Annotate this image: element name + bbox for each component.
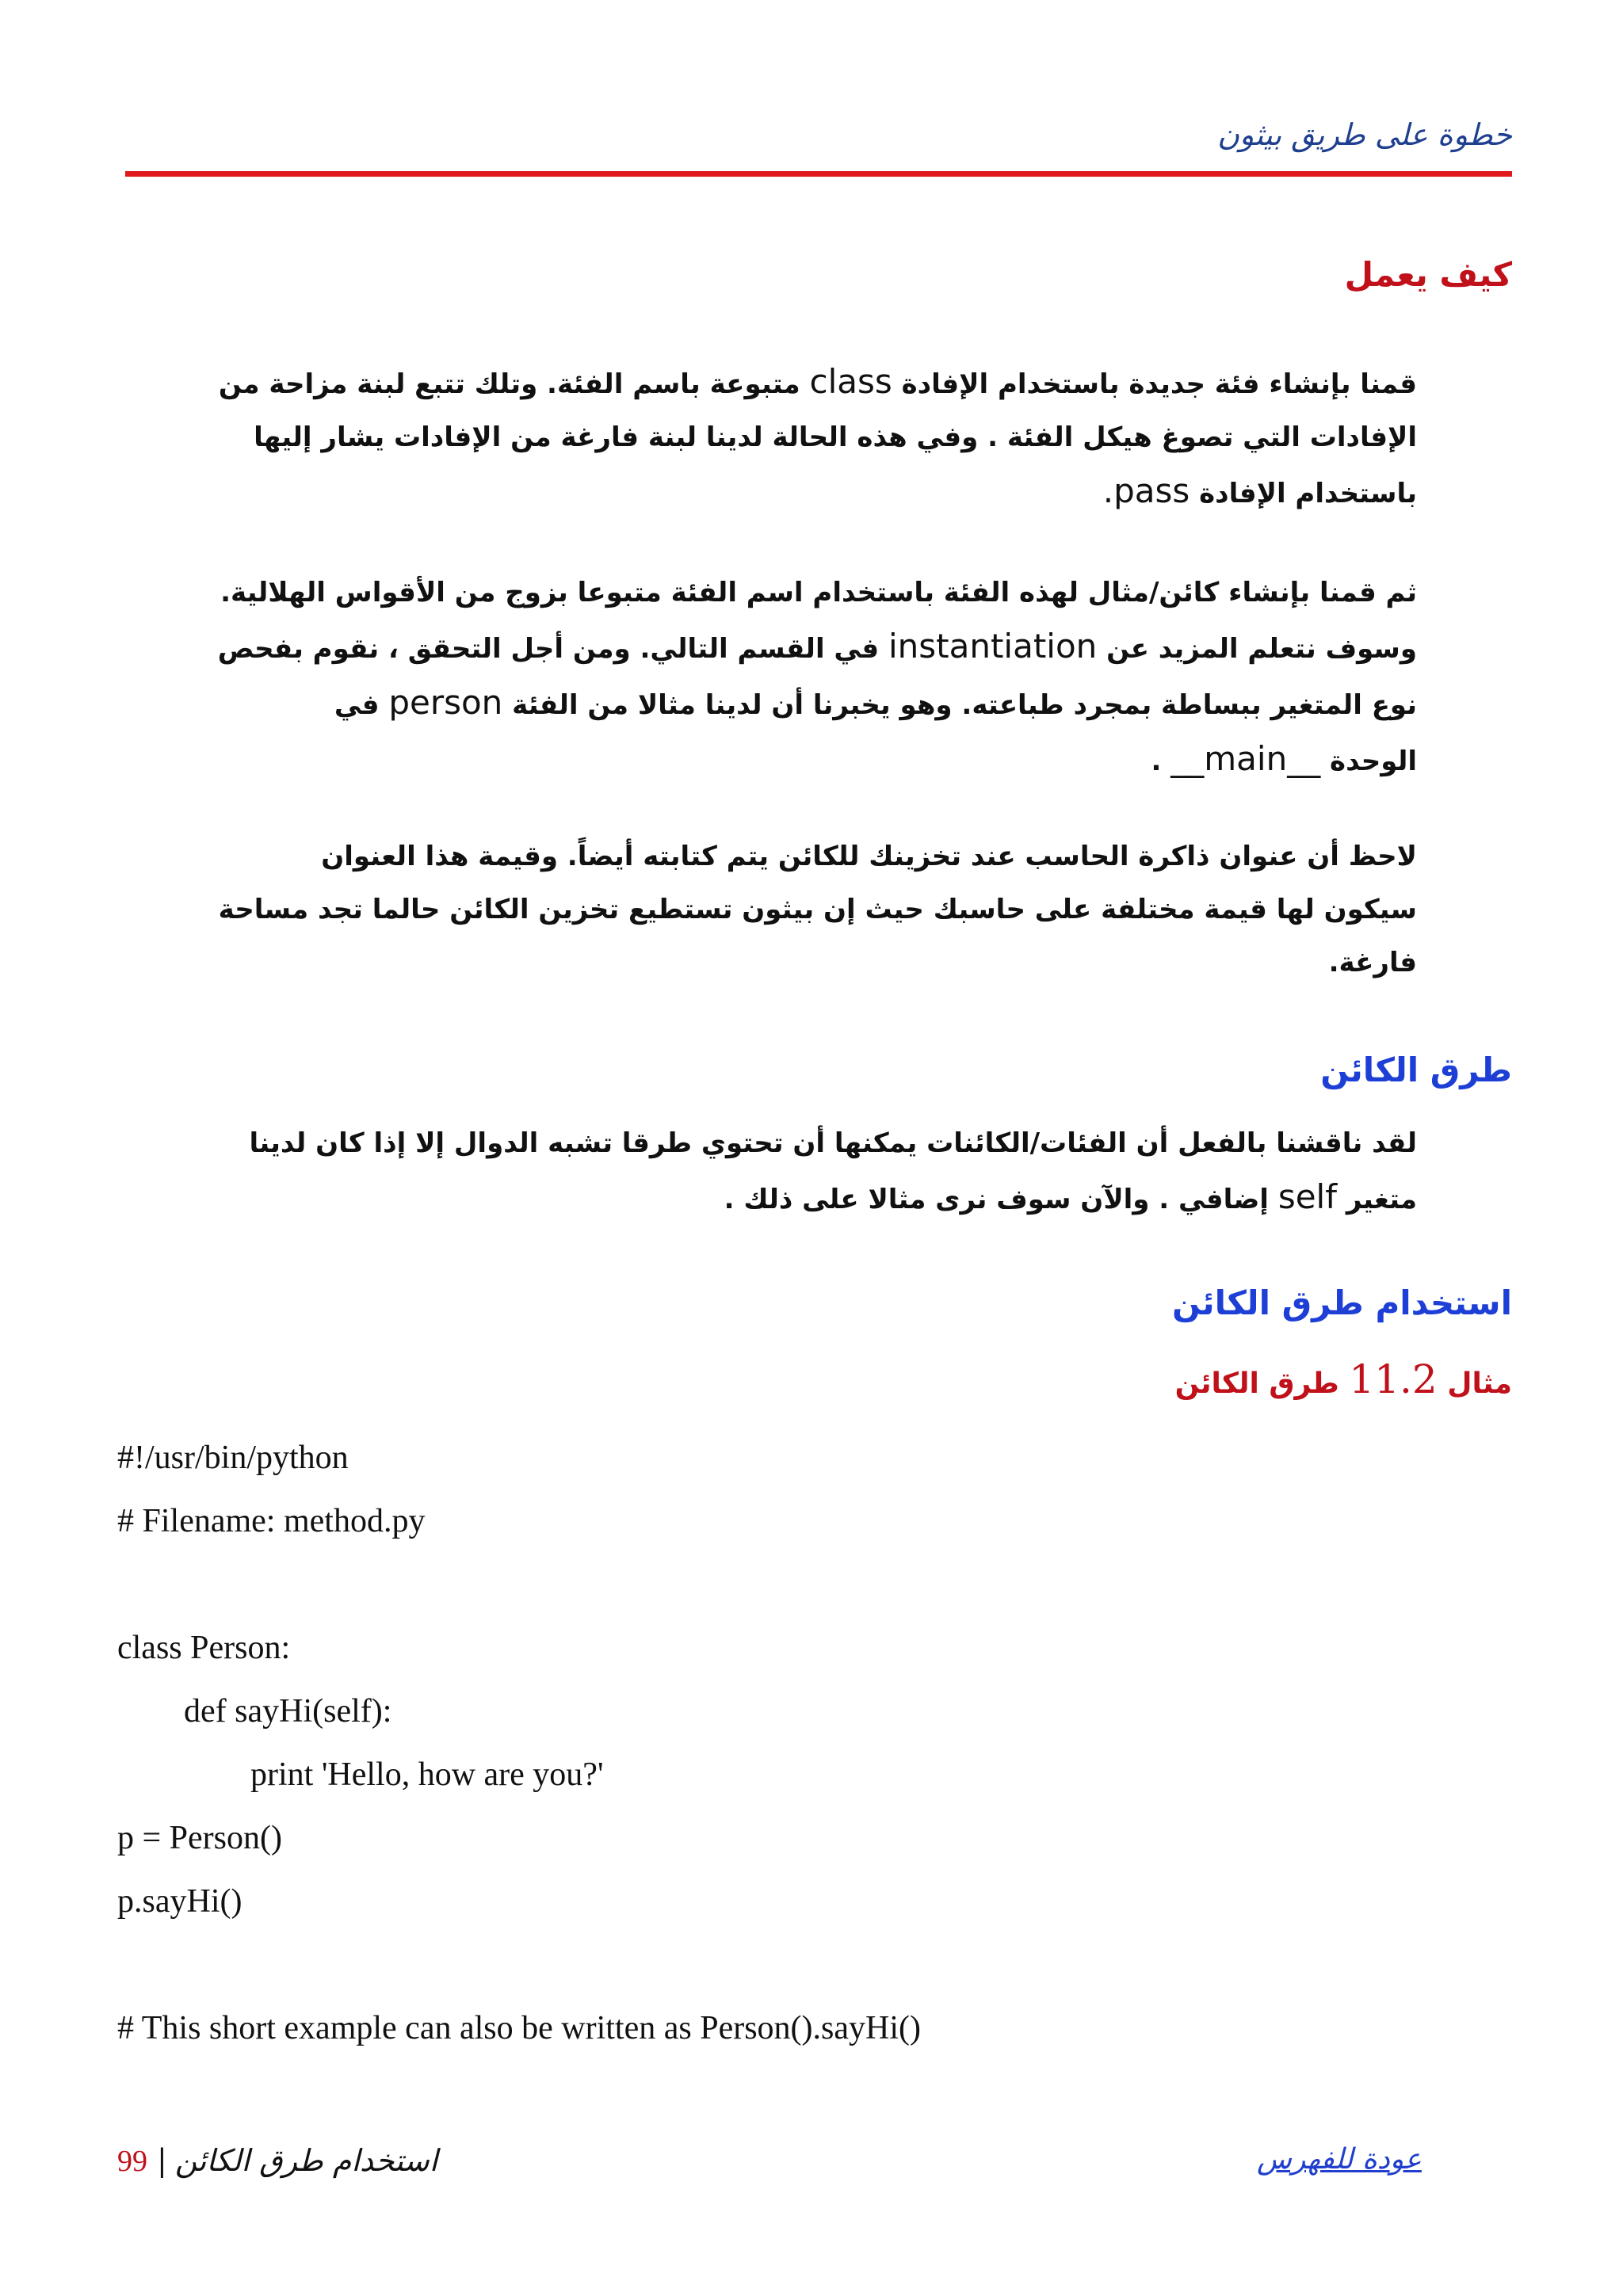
keyword-self: self xyxy=(1277,1177,1337,1216)
paragraph-line: سيكون لها قيمة مختلفة على حاسبك حيث إن بيثون تستطيع تخزين الكائن حالما تجد مساحة xyxy=(218,894,1417,925)
header-rule xyxy=(125,171,1512,177)
example-title: طرق الكائن xyxy=(1174,1367,1339,1400)
text-run: متغير xyxy=(1346,1184,1417,1215)
example-prefix: مثال xyxy=(1447,1367,1512,1400)
keyword-instantiation: instantiation xyxy=(888,627,1098,666)
page-number: 99 xyxy=(117,2145,147,2178)
code-line xyxy=(117,1553,921,1616)
paragraph-line xyxy=(125,464,1417,521)
paragraph-class-creation xyxy=(125,355,1417,521)
keyword-person: person xyxy=(388,683,503,722)
code-line: p.sayHi() xyxy=(117,1883,242,1920)
paragraph-line: فارغة. xyxy=(1328,947,1417,978)
code-line: #!/usr/bin/python xyxy=(117,1440,349,1476)
example-caption xyxy=(1175,1356,1512,1402)
example-number: 11.2 xyxy=(1349,1356,1438,1402)
code-listing xyxy=(117,1426,921,2060)
footer-page-info xyxy=(117,2143,437,2179)
text-run: وسوف نتعلم المزيد عن xyxy=(1106,633,1417,665)
paragraph-line: ثم قمنا بإنشاء كائن/مثال لهذه الفئة باستخدام اسم الفئة متبوعا بزوج من الأقواس الهلالية. xyxy=(220,577,1417,608)
text-run: في القسم التالي. ومن أجل التحقق ، نقوم بفحص xyxy=(217,633,880,665)
keyword-main: __main__ xyxy=(1170,739,1321,778)
text-run: متبوعة باسم الفئة. وتلك تتبع لبنة مزاحة من xyxy=(218,368,800,400)
keyword-class: class xyxy=(809,362,892,401)
paragraph-line xyxy=(125,355,1417,411)
code-line: p = Person() xyxy=(117,1820,282,1856)
keyword-pass: pass. xyxy=(1102,471,1190,510)
paragraph-line xyxy=(125,676,1417,732)
text-run: . xyxy=(1151,746,1162,777)
paragraph-memory-address xyxy=(125,830,1417,990)
code-line: def sayHi(self): xyxy=(117,1693,392,1730)
code-line xyxy=(117,1933,921,1997)
paragraph-line xyxy=(125,620,1417,676)
code-line: # Filename: method.py xyxy=(117,1503,426,1539)
paragraph-instantiation xyxy=(125,566,1417,788)
text-run: الوحدة xyxy=(1330,746,1417,777)
text-run: في xyxy=(334,689,380,721)
text-run: قمنا بإنشاء فئة جديدة باستخدام الإفادة xyxy=(901,368,1417,400)
paragraph-object-methods xyxy=(125,1117,1417,1226)
footer-separator: | xyxy=(157,2143,167,2178)
paragraph-line xyxy=(125,1170,1417,1226)
back-to-index-link[interactable]: عودة للفهرس xyxy=(1257,2143,1422,2176)
text-run: إضافي . والآن سوف نرى مثالا على ذلك . xyxy=(724,1184,1269,1215)
text-run: باستخدام الإفادة xyxy=(1199,478,1417,509)
paragraph-line: الإفادات التي تصوغ هيكل الفئة . وفي هذه الحالة لدينا لبنة فارغة من الإفادات يشار إليها xyxy=(254,421,1417,453)
heading-using-object-methods: استخدام طرق الكائن xyxy=(1172,1283,1512,1322)
code-line: print 'Hello, how are you?' xyxy=(117,1756,604,1793)
heading-object-methods: طرق الكائن xyxy=(1320,1051,1512,1089)
text-run: نوع المتغير ببساطة بمجرد طباعته. وهو يخبرنا أن لدينا مثالا من الفئة xyxy=(512,689,1417,721)
footer-chapter-title: استخدام طرق الكائن xyxy=(174,2143,438,2178)
heading-how-it-works: كيف يعمل xyxy=(1344,255,1512,294)
running-header-title: خطوة على طريق بيثون xyxy=(1217,117,1512,152)
code-line: class Person: xyxy=(117,1630,291,1666)
paragraph-line xyxy=(125,732,1417,788)
paragraph-line: لقد ناقشنا بالفعل أن الفئات/الكائنات يمكنها أن تحتوي طرقا تشبه الدوال إلا إذا كان لدينا xyxy=(249,1127,1417,1159)
paragraph-line: لاحظ أن عنوان ذاكرة الحاسب عند تخزينك للكائن يتم كتابته أيضاً. وقيمة هذا العنوان xyxy=(321,841,1417,872)
code-line: # This short example can also be written as Person().sayHi() xyxy=(117,2010,921,2046)
